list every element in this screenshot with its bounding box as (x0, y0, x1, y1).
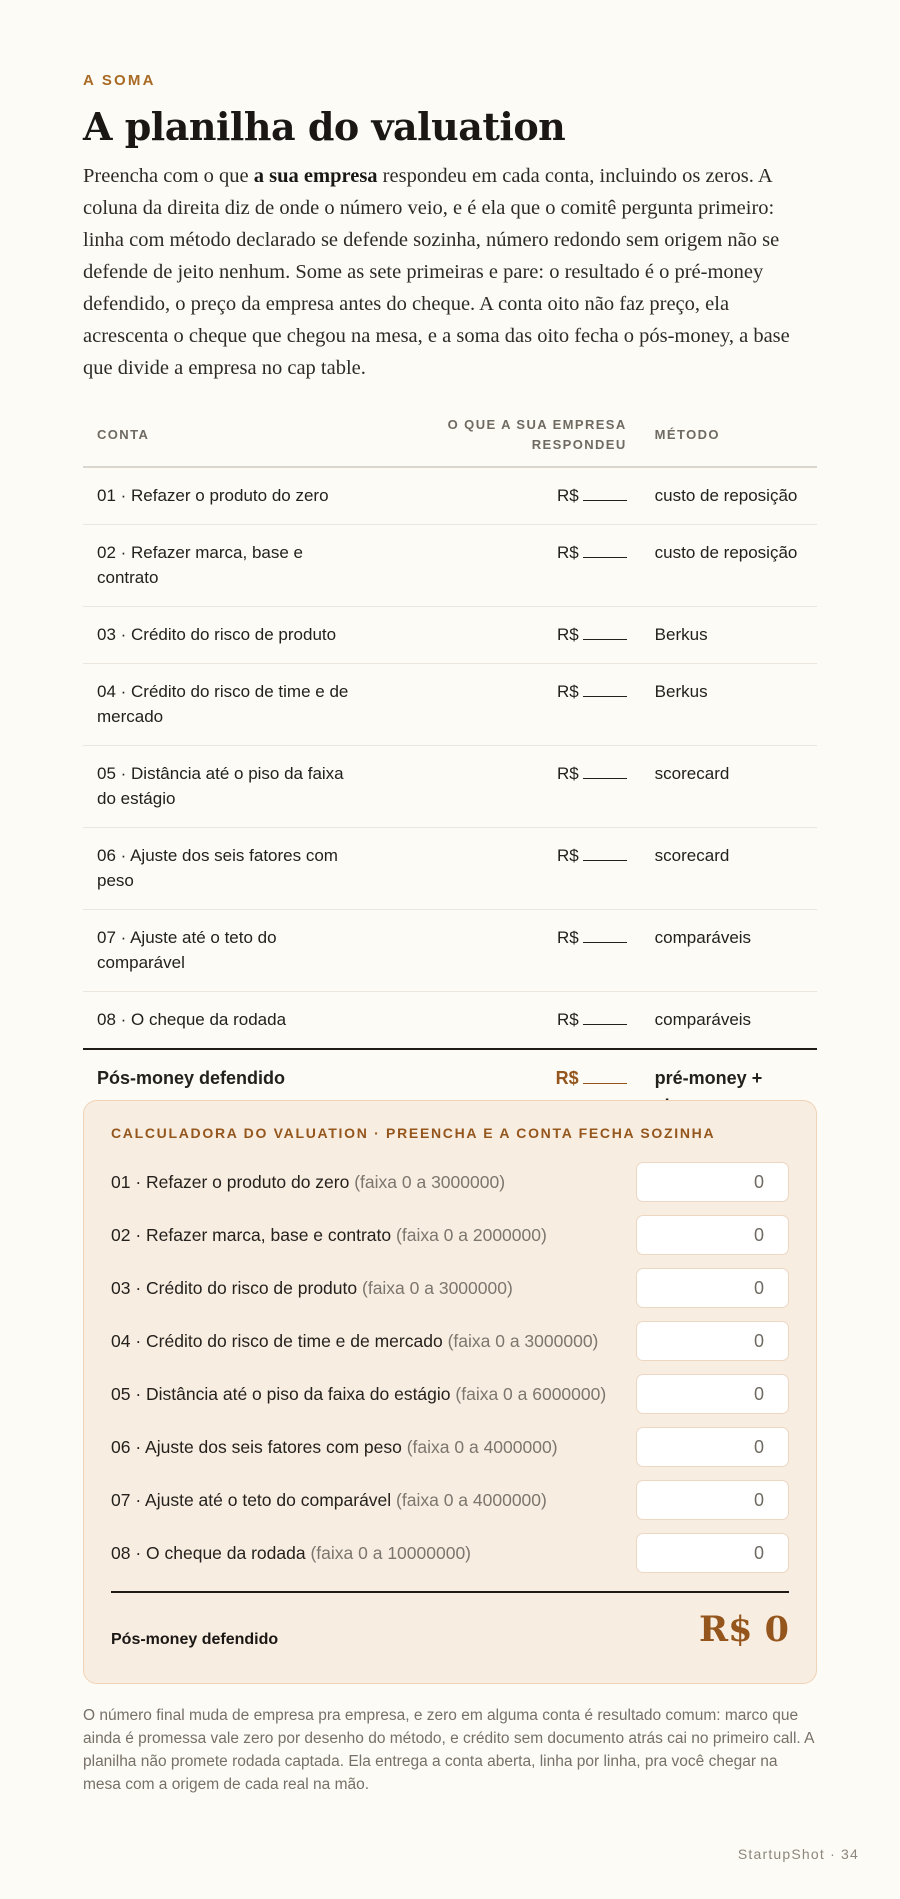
table-row (83, 607, 817, 664)
calculator-row-text: 06 · Ajuste dos seis fatores com peso (111, 1437, 402, 1457)
calculator-divider (111, 1591, 789, 1593)
intro-text-after: respondeu em cada conta, incluindo os zeros. A coluna da direita diz de onde o número veio, e é ela que o comitê pergunta primeiro: linha com método declarado se defende sozinha, número redondo sem origem não se defende de jeito nenhum. Some as sete primeiras e pare: o resultado é o pré-money defendido, o preço da empresa antes do cheque. A conta oito não faz preço, ela acrescenta o cheque que chegou na mesa, e a soma das oito fecha o pós-money, a base que divide a empresa no cap table. (83, 165, 790, 379)
calculator-row (111, 1374, 789, 1416)
row-method: custo de reposição (641, 467, 817, 525)
calculator-total-value: R$ 0 (699, 1609, 789, 1650)
row-method: Berkus (641, 664, 817, 746)
row-method: scorecard (641, 746, 817, 828)
calculator-row-text: 07 · Ajuste até o teto do comparável (111, 1490, 392, 1510)
calculator-row-range: (faixa 0 a 3000000) (362, 1278, 513, 1298)
section-eyebrow: A SOMA (83, 72, 156, 89)
table-row (83, 467, 817, 525)
row-account: 01 · Refazer o produto do zero (83, 467, 379, 525)
calculator-row-label (111, 1384, 606, 1405)
answer-blank-line (583, 543, 627, 558)
calculator-row-text: 08 · O cheque da rodada (111, 1543, 306, 1563)
calculator-input-02[interactable] (636, 1215, 789, 1255)
calculator-input-01[interactable] (636, 1162, 789, 1202)
row-account: 07 · Ajuste até o teto do comparável (83, 910, 379, 992)
calculator-row-text: 03 · Crédito do risco de produto (111, 1278, 358, 1298)
currency-label: R$ (556, 682, 579, 701)
total-blank-line (583, 1069, 627, 1084)
row-method: comparáveis (654, 1010, 752, 1029)
calculator-total-label: Pós-money defendido (111, 1631, 279, 1648)
row-method: Berkus (641, 607, 817, 664)
calculator-row-range: (faixa 0 a 6000000) (455, 1384, 607, 1404)
calculator-row (111, 1215, 789, 1257)
calculator-input-06[interactable] (636, 1427, 789, 1467)
table-row (83, 828, 817, 910)
calculator-row-range: (faixa 0 a 2000000) (396, 1225, 547, 1245)
calculator-row-range: (faixa 0 a 4000000) (396, 1490, 547, 1510)
currency-label: R$ (556, 1010, 579, 1029)
currency-label: R$ (556, 764, 579, 783)
calculator-row-text: 01 · Refazer o produto do zero (111, 1172, 350, 1192)
calculator-input-04[interactable] (636, 1321, 789, 1361)
calculator-row-label (111, 1278, 513, 1299)
calculator-row-range: (faixa 0 a 3000000) (447, 1331, 599, 1351)
page-folio: StartupShot · 34 (737, 1846, 859, 1862)
row-method: comparáveis (641, 910, 817, 992)
page-title: A planilha do valuation (83, 104, 566, 149)
calculator-row (111, 1268, 789, 1310)
row-account: 06 · Ajuste dos seis fatores com peso (83, 828, 379, 910)
header-answer-line2: RESPONDEU (531, 437, 627, 452)
row-account: 08 · O cheque da rodada (97, 1010, 287, 1029)
total-method: pré-money + (641, 1049, 817, 1136)
row-answer (379, 525, 641, 607)
table-row (83, 525, 817, 607)
row-method: scorecard (641, 828, 817, 910)
row-method: custo de reposição (641, 525, 817, 607)
calculator-row-text: 02 · Refazer marca, base e contrato (111, 1225, 392, 1245)
answer-blank-line (583, 846, 627, 861)
currency-label: R$ (556, 543, 579, 562)
answer-blank-line (583, 1010, 627, 1025)
calculator-row-label (111, 1490, 547, 1511)
calculator-title: CALCULADORA DO VALUATION · PREENCHA E A CONTA FECHA SOZINHA (111, 1125, 716, 1141)
calculator-row (111, 1427, 789, 1469)
header-answer (379, 404, 641, 467)
calculator-row (111, 1321, 789, 1363)
answer-blank-line (583, 928, 627, 943)
calculator-row-text: 04 · Crédito do risco de time e de mercado (111, 1331, 443, 1351)
intro-paragraph (83, 160, 817, 384)
total-label: Pós-money defendido (83, 1049, 379, 1136)
header-answer-line1: O QUE A SUA EMPRESA (447, 417, 627, 432)
table-row (83, 746, 817, 828)
row-account: 03 · Crédito do risco de produto (83, 607, 379, 664)
row-account: 05 · Distância até o piso da faixa do estágio (83, 746, 379, 828)
row-answer (379, 664, 641, 746)
intro-text-before: Preencha com o que (83, 165, 254, 187)
currency-label: R$ (556, 846, 579, 865)
row-account: 04 · Crédito do risco de time e de mercado (83, 664, 379, 746)
row-account: 02 · Refazer marca, base e contrato (83, 525, 379, 607)
calculator-input-08[interactable] (636, 1533, 789, 1573)
row-answer (379, 910, 641, 992)
table-header-row (83, 404, 817, 467)
table-row (83, 992, 817, 1050)
answer-blank-line (583, 764, 627, 779)
calculator-row-label (111, 1437, 558, 1458)
currency-label: R$ (556, 928, 579, 947)
answer-blank-line (583, 486, 627, 501)
row-answer (379, 607, 641, 664)
row-answer (379, 828, 641, 910)
header-account: CONTA (83, 404, 379, 467)
calculator-row-range: (faixa 0 a 3000000) (354, 1172, 506, 1192)
calculator-row-range: (faixa 0 a 4000000) (406, 1437, 558, 1457)
calculator-input-05[interactable] (636, 1374, 789, 1414)
calculator-row-label (111, 1543, 471, 1564)
calculator-row (111, 1533, 789, 1575)
calculator-input-03[interactable] (636, 1268, 789, 1308)
table-row (83, 664, 817, 746)
footnote: O número final muda de empresa pra empresa, e zero em alguma conta é resultado comum: marco que ainda é promessa vale zero por desenho do método, e crédito sem documento atrás cai no primeiro call. A planilha não promete rodada captada. Ela entrega a conta aberta, linha por linha, pra você chegar na mesa com a origem de cada real na mão. (83, 1707, 814, 1793)
calculator-row (111, 1162, 789, 1204)
total-currency-label: R$ (555, 1068, 579, 1088)
header-method: MÉTODO (641, 404, 817, 467)
table-row (83, 910, 817, 992)
calculator-row-text: 05 · Distância até o piso da faixa do estágio (111, 1384, 451, 1404)
row-answer (379, 746, 641, 828)
valuation-table (83, 404, 817, 1136)
calculator-row-range: (faixa 0 a 10000000) (310, 1543, 472, 1563)
row-answer (379, 992, 641, 1050)
calculator-row (111, 1480, 789, 1522)
valuation-calculator (83, 1100, 817, 1684)
intro-text-bold: a sua empresa (253, 165, 378, 187)
answer-blank-line (583, 625, 627, 640)
calculator-row-label (111, 1172, 505, 1193)
calculator-row-label (111, 1331, 598, 1352)
currency-label: R$ (556, 625, 579, 644)
row-answer (379, 467, 641, 525)
calculator-row-label (111, 1225, 547, 1246)
calculator-input-07[interactable] (636, 1480, 789, 1520)
currency-label: R$ (556, 486, 579, 505)
answer-blank-line (583, 682, 627, 697)
